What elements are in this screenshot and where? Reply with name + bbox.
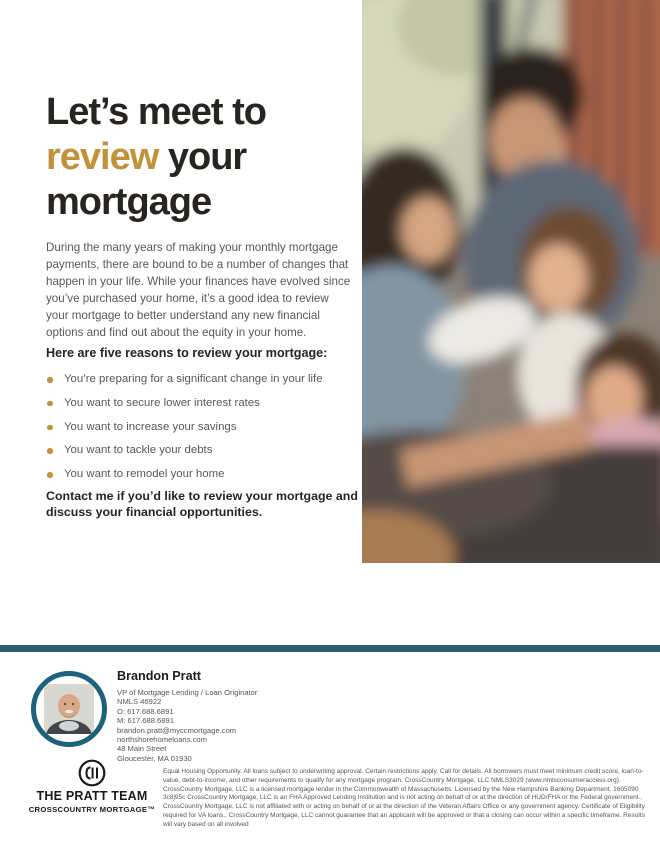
agent-phone-mobile: M: 617.688.6891 bbox=[117, 716, 174, 726]
family-photo-illustration bbox=[362, 0, 660, 563]
section-divider bbox=[0, 645, 660, 652]
headline-highlight: review bbox=[46, 136, 159, 178]
agent-name: Brandon Pratt bbox=[117, 669, 201, 683]
team-name: THE PRATT TEAM bbox=[36, 789, 148, 803]
bullet-icon bbox=[47, 401, 53, 407]
agent-address-street: 48 Main Street bbox=[117, 744, 167, 754]
agent-phone-office: O: 617.688.6891 bbox=[117, 706, 174, 716]
agent-nmls: NMLS 46922 bbox=[117, 697, 162, 707]
reason-item bbox=[46, 397, 368, 411]
bullet-icon bbox=[47, 448, 53, 454]
reason-label: You want to increase your savings bbox=[64, 420, 237, 433]
headline-prefix: Let’s meet to bbox=[46, 91, 266, 133]
reason-item bbox=[46, 444, 368, 458]
intro-paragraph: During the many years of making your monthly mortgage payments, there are bound to be a number of changes that happen in your life. While your finances have evolved since you’ve purchased your home, it’s a good idea to review your mortgage to better understand any new financial options and find out about the equity in your home. bbox=[46, 241, 351, 339]
bullet-icon bbox=[47, 377, 53, 383]
agent-address-city: Gloucester, MA 01930 bbox=[117, 753, 192, 763]
bullet-icon bbox=[47, 472, 53, 478]
agent-title: VP of Mortgage Lending / Loan Originator bbox=[117, 688, 258, 697]
reasons-list bbox=[46, 373, 368, 492]
reason-label: You want to remodel your home bbox=[64, 468, 225, 481]
brand-name: CROSSCOUNTRY MORTGAGE™ bbox=[28, 805, 156, 814]
agent-headshot-avatar bbox=[31, 671, 107, 747]
reason-label: You want to tackle your debts bbox=[64, 444, 213, 457]
reason-item bbox=[46, 373, 368, 387]
headline-suffix: your mortgage bbox=[46, 136, 247, 223]
hero-headline bbox=[46, 90, 358, 225]
reason-item bbox=[46, 468, 368, 482]
cta-text: Contact me if you’d like to review your mortgage and discuss your financial opportunities. bbox=[46, 489, 358, 519]
family-photo bbox=[362, 0, 660, 563]
reason-item bbox=[46, 421, 368, 435]
agent-email-link[interactable]: brandon.pratt@myccmortgage.com bbox=[117, 725, 237, 735]
brand-block bbox=[28, 759, 156, 814]
agent-website-link[interactable]: northshorehomeloans.com bbox=[117, 735, 207, 745]
agent-contact-block bbox=[117, 669, 347, 763]
cm-logo-icon bbox=[78, 759, 106, 787]
legal-disclaimer: Equal Housing Opportunity. All loans subject to underwriting approval. Certain restrictions apply. Call for details. All borrowers must meet minimum credit score, loan-to-value, debt-to-income, and other requirements to qualify for any mortgage program. CrossCountry Mortgage, LLC NMLS3029 (www.nmlsconsumeraccess.org). CrossCountry Mortgage, LLC is a licensed mortgage lender in the Commonwealth of Massachusetts. Licensed by the New Hampshire Banking Department. 1605090 3c8j95c CrossCountry Mortgage, LLC is an FHA Approved Lending Institution and is not acting on behalf of or at the direction of HUD/FHA or the Federal government., CrossCountry Mortgage, LLC is not affiliated with or acting on behalf of or at the direction of the Veteran Affairs Office or any government agency. Certificate of Eligibility required for VA loans., CrossCountry Mortgage, LLC cannot guarantee that an applicant will be approved or that a closing can occur within a specific timeframe. Results will vary based on all involved bbox=[163, 768, 645, 828]
reasons-heading: Here are five reasons to review your mortgage: bbox=[46, 346, 328, 360]
agent-headshot-image bbox=[44, 684, 94, 734]
bullet-icon bbox=[47, 425, 53, 431]
reason-label: You’re preparing for a significant change in your life bbox=[64, 373, 323, 385]
reason-label: You want to secure lower interest rates bbox=[64, 396, 260, 409]
